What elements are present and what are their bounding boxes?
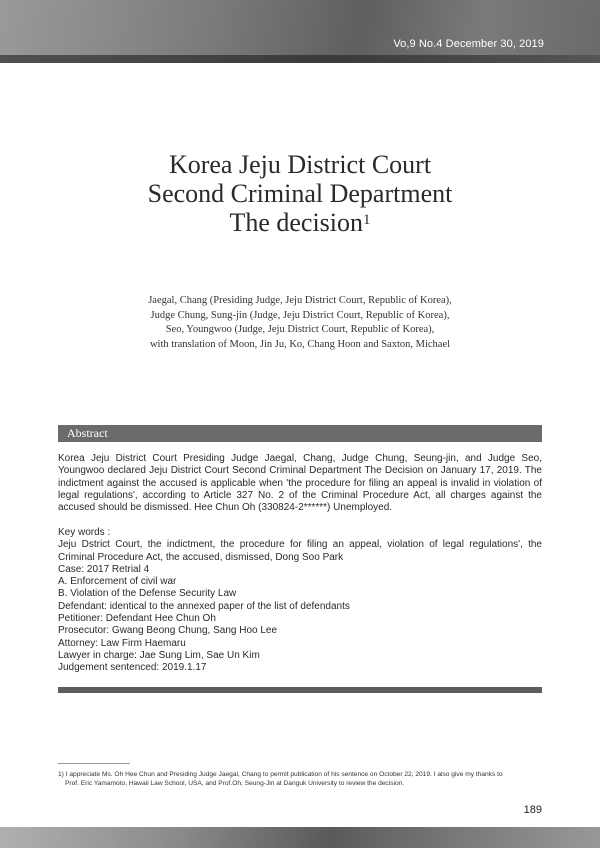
case-detail-line: Judgement sentenced: 2019.1.17 [58, 662, 207, 674]
header-stripe [0, 55, 600, 63]
case-detail-line: Attorney: Law Firm Haemaru [58, 637, 186, 649]
section-divider [58, 687, 542, 693]
authors-block [0, 294, 600, 352]
footnote [58, 770, 548, 788]
case-detail-line: Prosecutor: Gwang Beong Chung, Sang Hoo Lee [58, 625, 278, 637]
author-line: Judge Chung, Sung-jin (Judge, Jeju District Court, Republic of Korea), [150, 309, 450, 321]
abstract-text: Korea Jeju District Court Presiding Judge Jaegal, Chang, Judge Chung, Seung-jin, and Judge Seo, Youngwoo declared Jeju District Court Second Criminal Department The Decision on January 17, 2019. The indictment against the accused is applicable when 'the procedure for filing an appeal is invalid in violation of legal regulations', according to Article 327 No. 2 of the Criminal Procedure Act, all charges against the accused should be dismissed. Hee Chun Oh (330824-2******) Unemployed. [58, 453, 542, 514]
issue-info: Vo,9 No.4 December 30, 2019 [393, 38, 544, 50]
abstract-heading-bar [58, 425, 542, 442]
keywords-label: Key words : [58, 527, 111, 538]
author-line: Jaegal, Chang (Presiding Judge, Jeju District Court, Republic of Korea), [148, 295, 452, 306]
page-number: 189 [523, 804, 542, 816]
author-line: Seo, Youngwoo (Judge, Jeju District Court, Republic of Korea), [165, 324, 435, 335]
title-footnote-mark[interactable]: 1 [363, 212, 371, 228]
abstract-heading: Abstract [67, 426, 108, 440]
author-line: with translation of Moon, Jin Ju, Ko, Chang Hoon and Saxton, Michael [149, 338, 451, 350]
footnote-divider [58, 763, 130, 764]
footnote-line-1: 1) I appreciate Ms. Oh Hee Chun and Presiding Judge Jaegal, Chang to permit publication of his sentence on October 22, 2019. I also give my thanks to [58, 771, 503, 778]
keywords-block [58, 527, 542, 675]
title-line-2: Second Criminal Department [147, 179, 453, 208]
keywords-text: Jeju Dstrict Court, the indictment, the procedure for filing an appeal, violation of legal regulations', the Criminal Procedure Act, the accused, dismissed, Dong Soo Park [58, 539, 542, 563]
footer-band [0, 827, 600, 848]
title-line-3-text: The decision [229, 208, 364, 237]
case-detail-line: A. Enforcement of civil war [58, 576, 177, 588]
header-band [0, 0, 600, 63]
page-title [0, 150, 600, 237]
footnote-line-2: Prof. Eric Yamamoto, Hawaii Law School, USA, and Prof.Oh, Seung-Jin at Danguk University to review the decision. [65, 780, 405, 787]
case-detail-line: Defendant: identical to the annexed paper of the list of defendants [58, 600, 350, 612]
case-detail-line: Case: 2017 Retrial 4 [58, 563, 150, 575]
case-detail-line: Petitioner: Defendant Hee Chun Oh [58, 613, 216, 625]
title-line-3 [0, 208, 600, 237]
case-detail-line: B. Violation of the Defense Security Law [58, 588, 237, 600]
title-line-1: Korea Jeju District Court [168, 150, 432, 179]
case-detail-line: Lawyer in charge: Jae Sung Lim, Sae Un Kim [58, 649, 260, 661]
